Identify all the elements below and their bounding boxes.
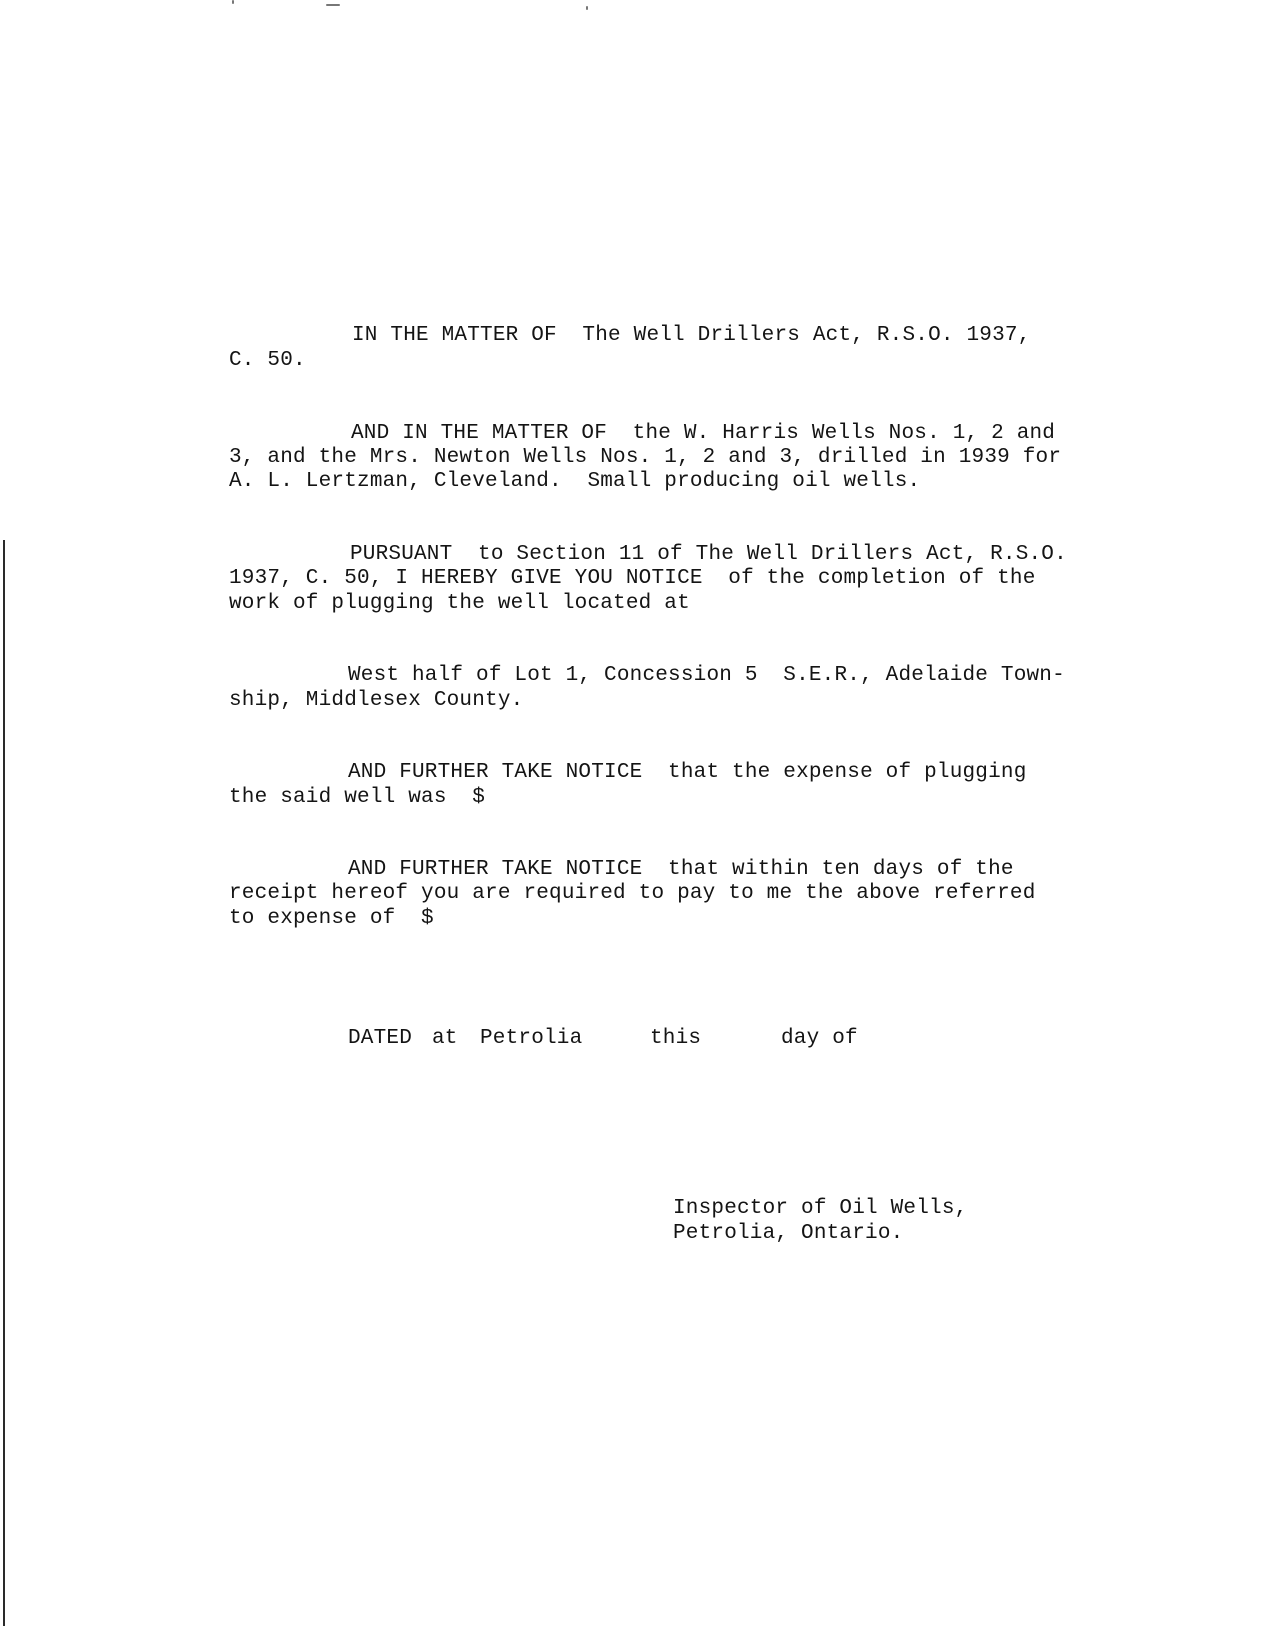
dated-label: DATED <box>348 1027 413 1050</box>
matter-line: A. L. Lertzman, Cleveland. Small producing oil wells. <box>229 470 921 493</box>
dated-place: Petrolia <box>480 1027 583 1050</box>
matter-line: 3, and the Mrs. Newton Wells Nos. 1, 2 and 3, drilled in 1939 for <box>229 446 1062 469</box>
scan-speck <box>586 6 588 10</box>
notice-line: AND FURTHER TAKE NOTICE that the expense of plugging <box>348 761 1027 784</box>
dated-at: at <box>432 1027 458 1050</box>
paragraph-line: 1937, C. 50, I HEREBY GIVE YOU NOTICE of the completion of the <box>229 567 1036 590</box>
dated-day-of: day of <box>781 1027 858 1050</box>
notice-line: AND FURTHER TAKE NOTICE that within ten days of the <box>348 858 1014 881</box>
notice-line: to expense of $ <box>229 907 434 930</box>
notice-line: the said well was $ <box>229 786 486 809</box>
scan-speck <box>326 4 340 6</box>
notice-line: receipt hereof you are required to pay to me the above referred <box>229 882 1036 905</box>
paragraph-line: work of plugging the well located at <box>229 592 690 615</box>
matter-line: IN THE MATTER OF The Well Drillers Act, R.S.O. 1937, <box>352 324 1031 347</box>
scan-speck <box>232 0 234 4</box>
location-line: ship, Middlesex County. <box>229 689 524 712</box>
scan-edge-line <box>3 540 5 1626</box>
location-line: West half of Lot 1, Concession 5 S.E.R., Adelaide Town- <box>348 664 1065 687</box>
dated-this: this <box>650 1027 702 1050</box>
signature-title: Inspector of Oil Wells, <box>673 1197 968 1220</box>
signature-location: Petrolia, Ontario. <box>673 1222 904 1245</box>
matter-line: AND IN THE MATTER OF the W. Harris Wells Nos. 1, 2 and <box>351 422 1056 445</box>
matter-line: C. 50. <box>229 349 306 372</box>
paragraph-line: PURSUANT to Section 11 of The Well Drillers Act, R.S.O. <box>350 543 1067 566</box>
